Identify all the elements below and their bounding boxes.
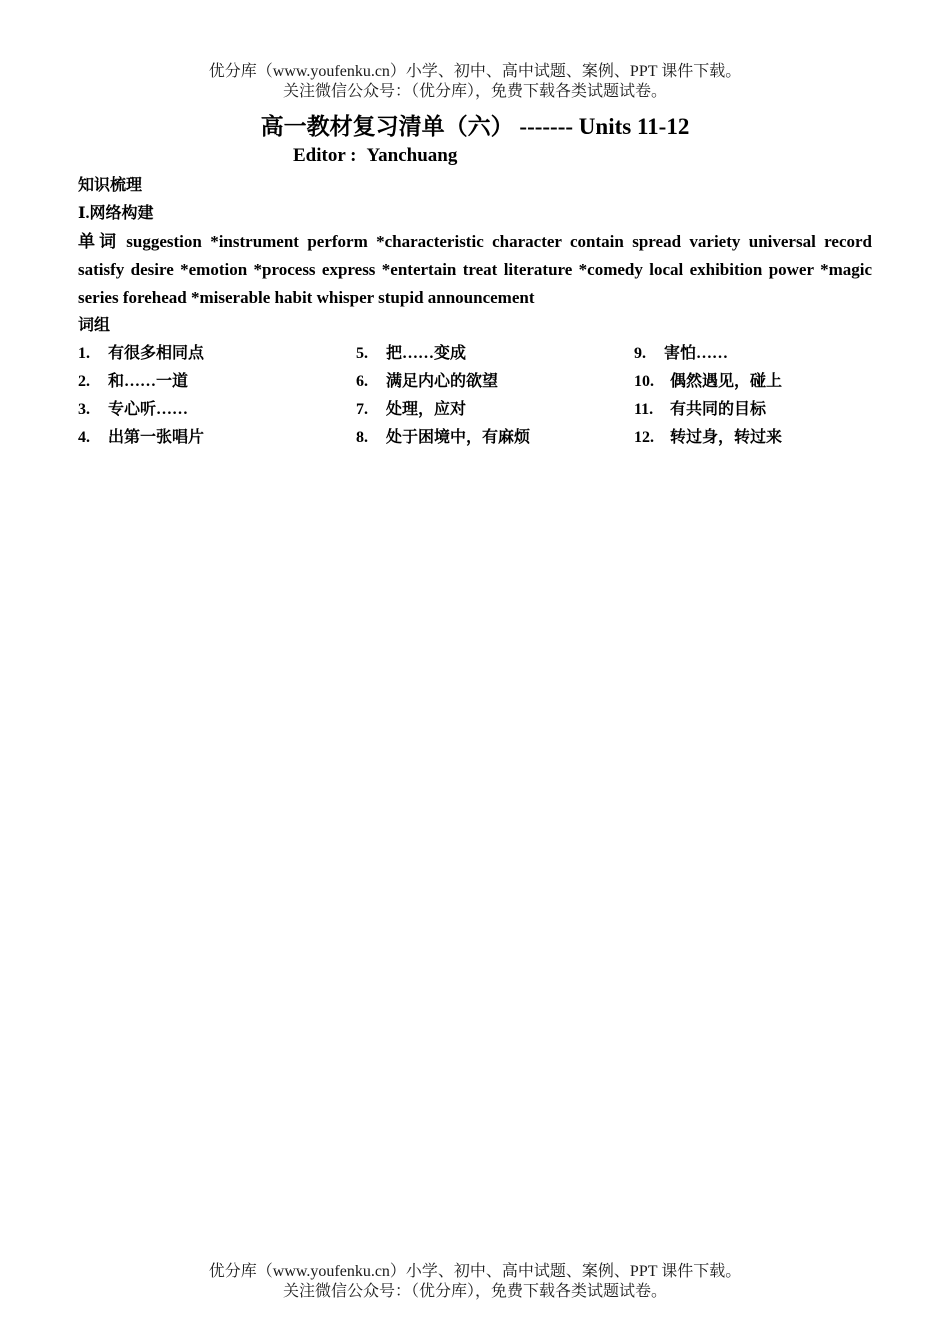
- phrase-item: [356, 368, 634, 396]
- phrase-item: [634, 396, 872, 424]
- phrase-number: 11.: [634, 401, 654, 418]
- phrase-item: [634, 368, 872, 396]
- words-list: suggestion *instrument perform *characteristic character contain spread variety universal record satisfy desire *emotion *process express *entertain treat literature *comedy local exhibition power *magic series forehead *miserable habit whisper stupid announcement: [78, 232, 873, 307]
- phrase-text: 处于困境中，有麻烦: [386, 429, 531, 446]
- footer-line-2: 关注微信公众号：（优分库），免费下载各类试题试卷。: [282, 1283, 667, 1300]
- phrases-label: 词组: [78, 317, 111, 334]
- page-header: [0, 62, 950, 102]
- phrase-number: 2.: [78, 373, 90, 390]
- phrase-item: [356, 340, 634, 368]
- phrase-number: 12.: [634, 429, 654, 446]
- editor-line: [293, 143, 457, 169]
- phrase-text: 有很多相同点: [108, 345, 205, 362]
- header-line-2: 关注微信公众号：（优分库），免费下载各类试题试卷。: [282, 83, 667, 100]
- section-subheading: Ⅰ.网络构建: [78, 205, 154, 222]
- editor-label: Editor :: [293, 145, 357, 166]
- footer-line-1: 优分库（www.youfenku.cn）小学、初中、高中试题、案例、PPT 课件下载。: [208, 1263, 742, 1280]
- phrase-item: [78, 396, 356, 424]
- phrase-text: 专心听……: [108, 401, 189, 418]
- phrase-text: 转过身，转过来: [670, 429, 783, 446]
- section-heading: 知识梳理: [78, 177, 143, 194]
- phrase-text: 满足内心的欲望: [386, 373, 499, 390]
- phrase-number: 10.: [634, 373, 654, 390]
- phrase-item: [78, 424, 356, 452]
- header-line-1: 优分库（www.youfenku.cn）小学、初中、高中试题、案例、PPT 课件下载。: [208, 63, 742, 80]
- document-title: 高一教材复习清单（六） ------- Units 11-12: [260, 114, 690, 139]
- phrase-number: 4.: [78, 429, 90, 446]
- phrase-item: [634, 424, 872, 452]
- phrase-number: 7.: [356, 401, 368, 418]
- phrase-item: [78, 340, 356, 368]
- phrase-number: 6.: [356, 373, 368, 390]
- phrase-number: 8.: [356, 429, 368, 446]
- phrase-number: 1.: [78, 345, 90, 362]
- phrase-text: 出第一张唱片: [108, 429, 205, 446]
- phrase-text: 把……变成: [386, 345, 467, 362]
- phrase-number: 5.: [356, 345, 368, 362]
- phrase-number: 3.: [78, 401, 90, 418]
- phrase-item: [356, 396, 634, 424]
- phrase-item: [634, 340, 872, 368]
- phrase-text: 处理，应对: [386, 401, 467, 418]
- phrase-text: 有共同的目标: [670, 401, 767, 418]
- vocabulary-paragraph: [78, 228, 872, 312]
- main-content: [78, 172, 872, 452]
- phrase-text: 和……一道: [108, 373, 189, 390]
- phrase-item: [78, 368, 356, 396]
- phrases-grid: [78, 340, 872, 452]
- phrase-item: [356, 424, 634, 452]
- phrase-text: 害怕……: [664, 345, 729, 362]
- phrase-text: 偶然遇见，碰上: [670, 373, 783, 390]
- words-label: 单词: [78, 232, 121, 251]
- editor-name: Yanchuang: [366, 145, 458, 166]
- page-footer: [0, 1262, 950, 1302]
- phrase-number: 9.: [634, 345, 646, 362]
